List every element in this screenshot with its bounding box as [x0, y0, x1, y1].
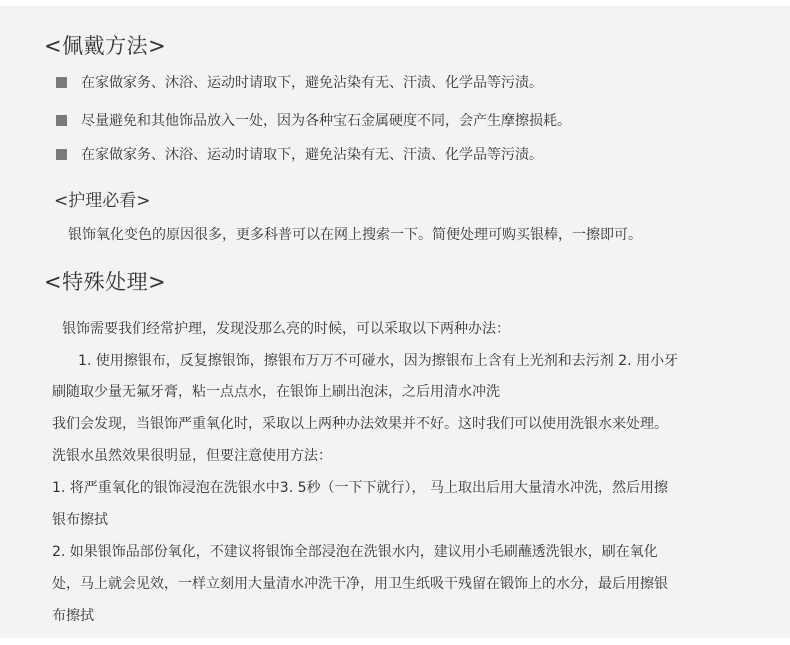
wearing-method-heading: <佩戴方法>: [44, 34, 167, 58]
special-line-2: 1. 使用擦银布，反复擦银饰，擦银布万万不可碰水，因为擦银布上含有上光剂和去污剂 2. 用小牙: [78, 353, 679, 369]
wearing-bullet-2: [56, 110, 571, 130]
wearing-bullet-1: [56, 72, 543, 92]
bullet-text: 在家做家务、沐浴、运动时请取下，避免沾染有无、汗渍、化学品等污渍。: [81, 147, 543, 163]
bullet-text: 尽量避免和其他饰品放入一处，因为各种宝石金属硬度不同，会产生摩擦损耗。: [81, 113, 571, 129]
wearing-bullet-3: [56, 144, 543, 164]
care-heading: <护理必看>: [54, 191, 151, 211]
care-instructions-panel: [0, 6, 790, 638]
square-bullet-icon: [56, 77, 67, 88]
special-line-4: 我们会发现，当银饰严重氧化时，采取以上两种办法效果并不好。这时我们可以使用洗银水来处理。: [52, 416, 668, 432]
special-line-8: 2. 如果银饰品部份氧化，不建议将银饰全部浸泡在洗银水内，建议用小毛刷蘸透洗银水，刷在氧化: [52, 544, 658, 560]
square-bullet-icon: [56, 149, 67, 160]
special-line-3: 刷随取少量无氟牙膏，粘一点点水，在银饰上刷出泡沫，之后用清水冲洗: [52, 384, 500, 400]
special-line-5: 洗银水虽然效果很明显，但要注意使用方法：: [52, 448, 332, 464]
special-line-1: 银饰需要我们经常护理，发现没那么亮的时候，可以采取以下两种办法：: [62, 321, 510, 337]
special-line-10: 布擦拭: [52, 608, 94, 624]
bullet-text: 在家做家务、沐浴、运动时请取下，避免沾染有无、汗渍、化学品等污渍。: [81, 75, 543, 91]
special-line-7: 银布擦拭: [52, 512, 108, 528]
special-treatment-heading: <特殊处理>: [44, 270, 167, 294]
square-bullet-icon: [56, 115, 67, 126]
special-line-6: 1. 将严重氧化的银饰浸泡在洗银水中3. 5秒（一下下就行）， 马上取出后用大量清水冲洗，然后用擦: [52, 480, 668, 496]
care-text: 银饰氧化变色的原因很多，更多科普可以在网上搜索一下。简便处理可购买银棒，一擦即可。: [68, 227, 642, 243]
special-line-9: 处，马上就会见效，一样立刻用大量清水冲洗干净，用卫生纸吸干残留在锻饰上的水分，最后用擦银: [52, 576, 668, 592]
